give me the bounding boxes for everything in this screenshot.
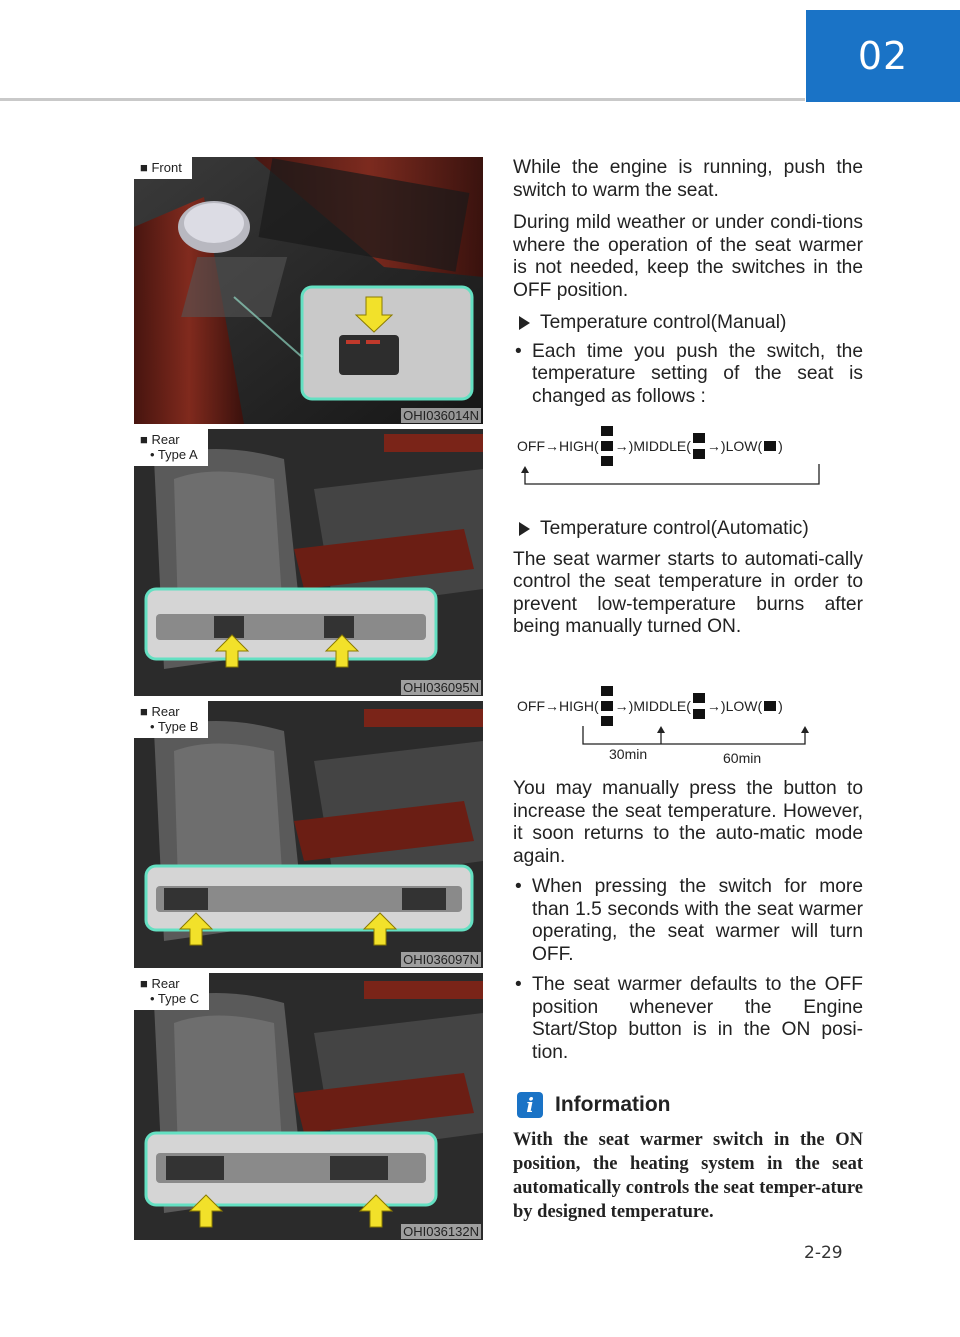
photo-rear-type-a xyxy=(134,429,483,696)
body-text-top xyxy=(513,157,863,408)
photo-code: OHI036095N xyxy=(403,680,479,695)
bullet-item: • Each time you push the switch, the temperature setting of the seat is changed as follows : xyxy=(513,341,863,409)
paragraph: The seat warmer starts to automati-cally control the seat temperature in order to prevent low-temperature burns after being manually turned ON. xyxy=(513,548,863,637)
paragraph: You may manually press the button to increase the seat temperature. However, it soon returns to the auto-matic mode again. xyxy=(513,778,863,867)
photo-code: OHI036097N xyxy=(403,952,479,967)
auto-heading: Temperature control(Automatic) xyxy=(513,518,863,541)
info-text: With the seat warmer switch in the ON position, the heating system in the seat automatically controls the seat temper-ature by designed temperature. xyxy=(513,1130,863,1222)
sequence-row: OFF → HIGH( → )MIDDLE( → )LOW( ) xyxy=(517,424,783,468)
photo-label: ■ Rear • Type B xyxy=(134,701,208,738)
photo-label: ■ Rear • Type A xyxy=(134,429,208,466)
photo-code: OHI036132N xyxy=(403,1224,479,1239)
header-rule xyxy=(0,98,805,101)
sequence-row: OFF → HIGH( → )MIDDLE( → )LOW( ) xyxy=(517,684,783,728)
info-title: Information xyxy=(555,1093,671,1116)
paragraph: During mild weather or under condi-tions where the operation of the seat warmer is not needed, keep the switches in the OFF position. xyxy=(513,212,863,301)
auto-sequence-diagram xyxy=(513,668,863,768)
seat-heat-2-icon xyxy=(691,684,707,728)
bullet-item: • When pressing the switch for more than 1.5 seconds with the seat warmer operating, the seat warmer will turn OFF. xyxy=(513,876,863,966)
rear-seat-type-a-illustration xyxy=(134,429,483,696)
timing-bracket xyxy=(513,724,863,750)
loop-return-arrow xyxy=(513,462,863,492)
chapter-tab: 02 xyxy=(806,10,960,102)
photo-label: ■ Rear • Type C xyxy=(134,973,209,1010)
photo-code: OHI036014N xyxy=(403,408,479,423)
front-console-illustration xyxy=(134,157,483,424)
body-text-auto xyxy=(513,518,863,639)
manual-sequence-diagram xyxy=(513,412,863,492)
seat-heat-1-icon xyxy=(762,684,778,728)
bullet-item: • The seat warmer defaults to the OFF position whenever the Engine Start/Stop button is in the ON posi-tion. xyxy=(513,974,863,1064)
body-text-bottom xyxy=(513,778,863,1064)
photo-rear-type-c xyxy=(134,973,483,1240)
info-icon: i xyxy=(517,1092,543,1118)
photo-label: ■ Front xyxy=(134,157,192,179)
info-header xyxy=(517,1092,671,1118)
seat-heat-3-icon xyxy=(599,684,615,728)
rear-seat-type-b-illustration xyxy=(134,701,483,968)
photo-front-console xyxy=(134,157,483,424)
page-number: 2-29 xyxy=(804,1243,843,1263)
time-label-60: 60min xyxy=(723,750,762,766)
paragraph: While the engine is running, push the switch to warm the seat. xyxy=(513,157,863,201)
play-triangle-icon xyxy=(519,522,530,536)
photo-rear-type-b xyxy=(134,701,483,968)
time-label-30: 30min xyxy=(609,746,648,762)
rear-seat-type-c-illustration xyxy=(134,973,483,1240)
manual-heading: Temperature control(Manual) xyxy=(513,312,863,335)
play-triangle-icon xyxy=(519,316,530,330)
